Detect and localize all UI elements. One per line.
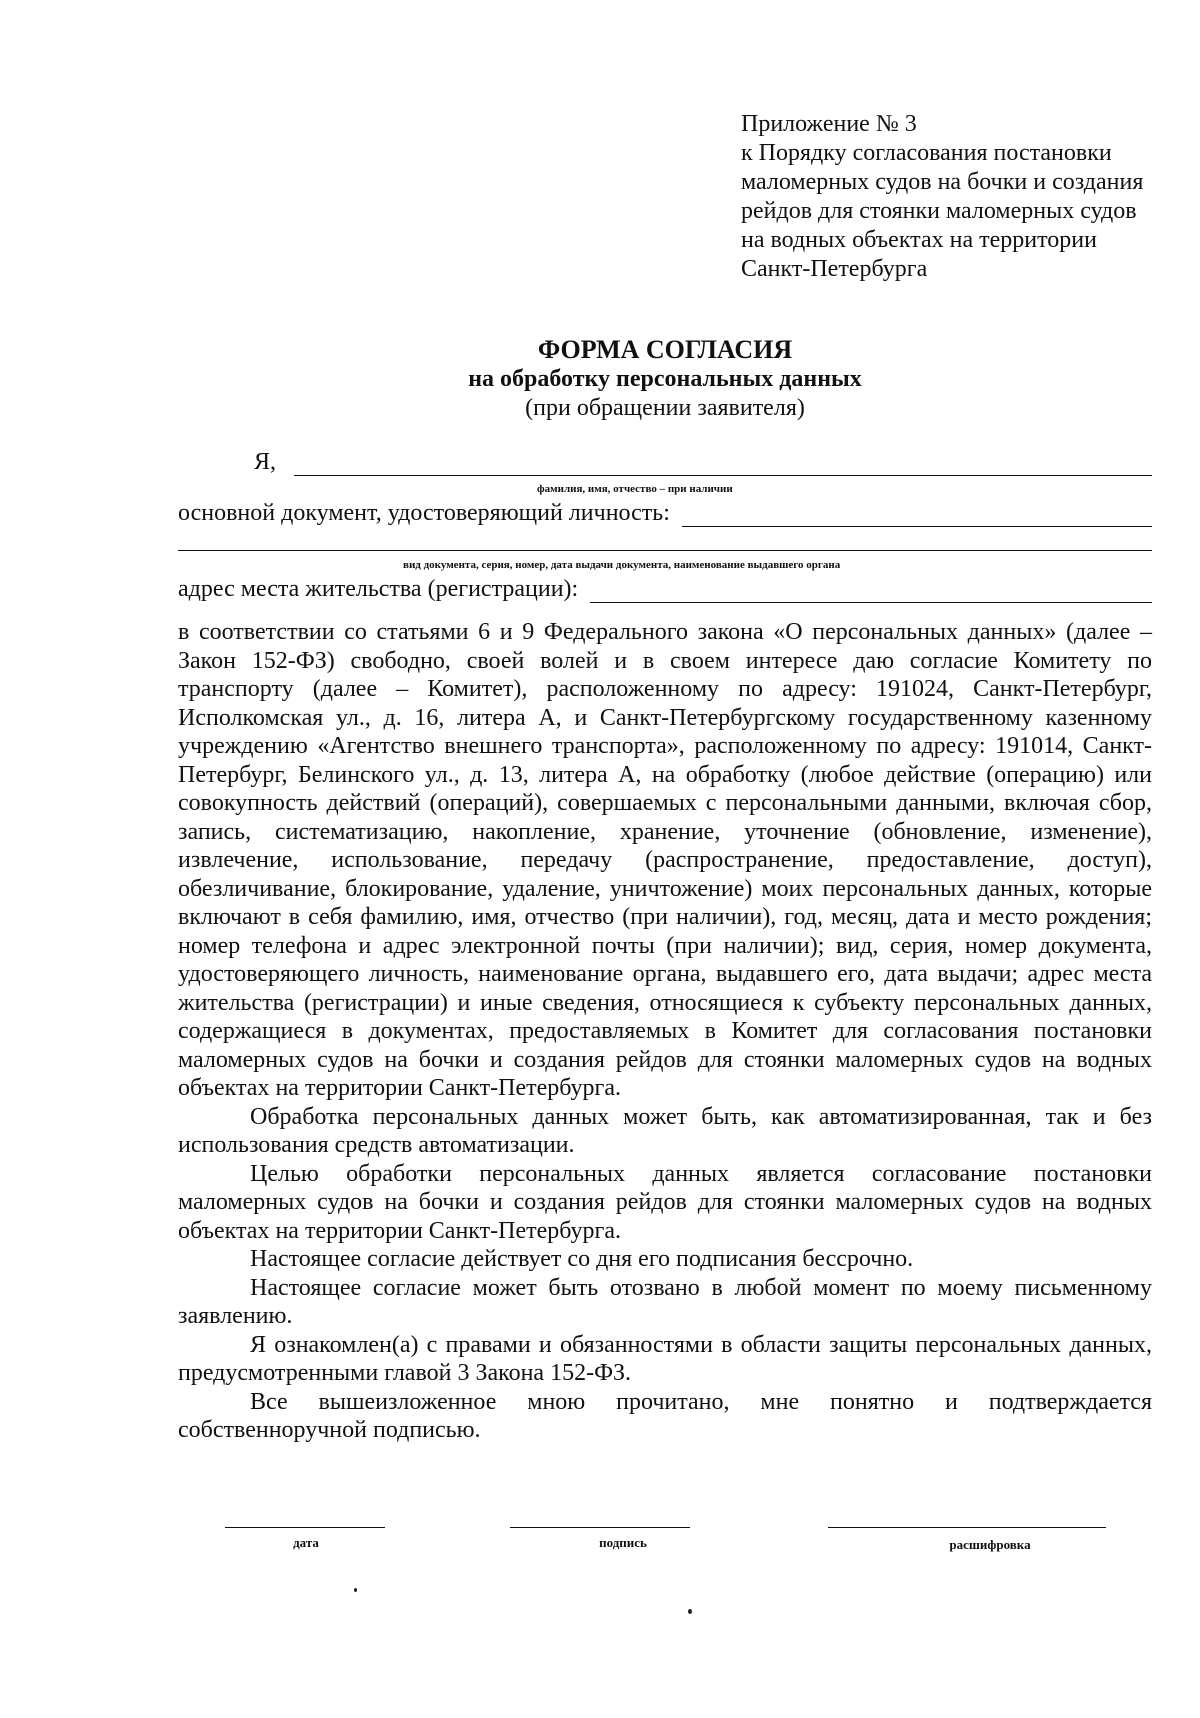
transcript-caption: расшифровка [949,1537,1031,1552]
address-field-row [178,575,1152,603]
address-input-line[interactable] [590,582,1152,603]
document-label: основной документ, удостоверяющий личность: [178,500,670,526]
signature-line[interactable] [510,1527,690,1528]
document-field-row [178,499,1152,527]
form-subtitle: на обработку персональных данных [468,366,862,392]
appendix-line: на водных объектах на территории [741,227,1097,253]
date-caption: дата [293,1535,319,1550]
consent-paragraph: Я ознакомлен(а) с правами и обязанностями в области защиты персональных данных, предусмотренными главой 3 Закона 152-ФЗ. [178,1331,1152,1386]
consent-paragraph: Все вышеизложенное мною прочитано, мне понятно и подтверждается собственноручной подписью. [178,1388,1152,1443]
appendix-line: маломерных судов на бочки и создания [741,169,1144,195]
name-caption: фамилия, имя, отчество – при наличии [537,483,733,495]
address-label: адрес места жительства (регистрации): [178,576,579,602]
consent-paragraph: Обработка персональных данных может быть, как автоматизированная, так и без использования средств автоматизации. [178,1103,1152,1158]
consent-paragraph: Целью обработки персональных данных является согласование постановки маломерных судов на бочки и создания рейдов для стоянки маломерных судов на водных объектах на территории Санкт-Петербурга. [178,1160,1152,1244]
appendix-line: Санкт-Петербурга [741,256,928,282]
signature-caption: подпись [599,1535,647,1550]
name-label: Я, [254,449,277,475]
consent-paragraph: в соответствии со статьями 6 и 9 Федерального закона «О персональных данных» (далее – Закон 152-ФЗ) свободно, своей волей и в своем интересе даю согласие Комитету по транспорту (далее – Комитет), расположенному по адресу: 191024, Санкт-Петербург, Исполкомская ул., д. 16, литера А, и Санкт-Петербургскому государственному казенному учреждению «Агентство внешнего транспорта», расположенному по адресу: 191014, Санкт-Петербург, Белинского ул., д. 13, литера А, на обработку (любое действие (операцию) или совокупность действий (операций), совершаемых с персональными данными, включая сбор, запись, систематизацию, накопление, хранение, уточнение (обновление, изменение), извлечение, использование, передачу (распространение, предоставление, доступ), обезличивание, блокирование, удаление, уничтожение) моих персональных данных, которые включают в себя фамилию, имя, отчество (при наличии), год, месяц, дата и место рождения; номер телефона и адрес электронной почты (при наличии); вид, серия, номер документа, удостоверяющего личность, наименование органа, выдавшего его, дата выдачи; адрес места жительства (регистрации) и иные сведения, относящиеся к субъекту персональных данных, содержащиеся в документах, предоставляемых в Комитет для согласования постановки маломерных судов на бочки и создания рейдов для стоянки маломерных судов на водных объектах на территории Санкт-Петербурга. [178,619,1152,1101]
form-title: ФОРМА СОГЛАСИЯ [537,335,793,364]
form-heading [0,334,1200,423]
document-caption: вид документа, серия, номер, дата выдачи документа, наименование выдавшего органа [403,559,841,571]
appendix-line: к Порядку согласования постановки [741,140,1112,166]
document-input-line[interactable] [682,506,1152,527]
date-line[interactable] [225,1527,385,1528]
name-field-row [254,448,1152,476]
scan-speck [688,1609,692,1614]
document-input-line-2[interactable] [178,550,1152,551]
appendix-line: рейдов для стоянки маломерных судов [741,198,1137,224]
transcript-line[interactable] [828,1527,1106,1528]
consent-paragraph: Настоящее согласие может быть отозвано в любой момент по моему письменному заявлению. [178,1274,1152,1329]
consent-paragraph: Настоящее согласие действует со дня его подписания бессрочно. [250,1246,914,1272]
consent-body [178,618,1152,1445]
name-input-line[interactable] [294,455,1152,476]
scan-speck [354,1588,357,1592]
form-subtitle-note: (при обращении заявителя) [525,395,805,421]
appendix-header [741,110,1161,284]
appendix-line: Приложение № 3 [741,111,917,137]
